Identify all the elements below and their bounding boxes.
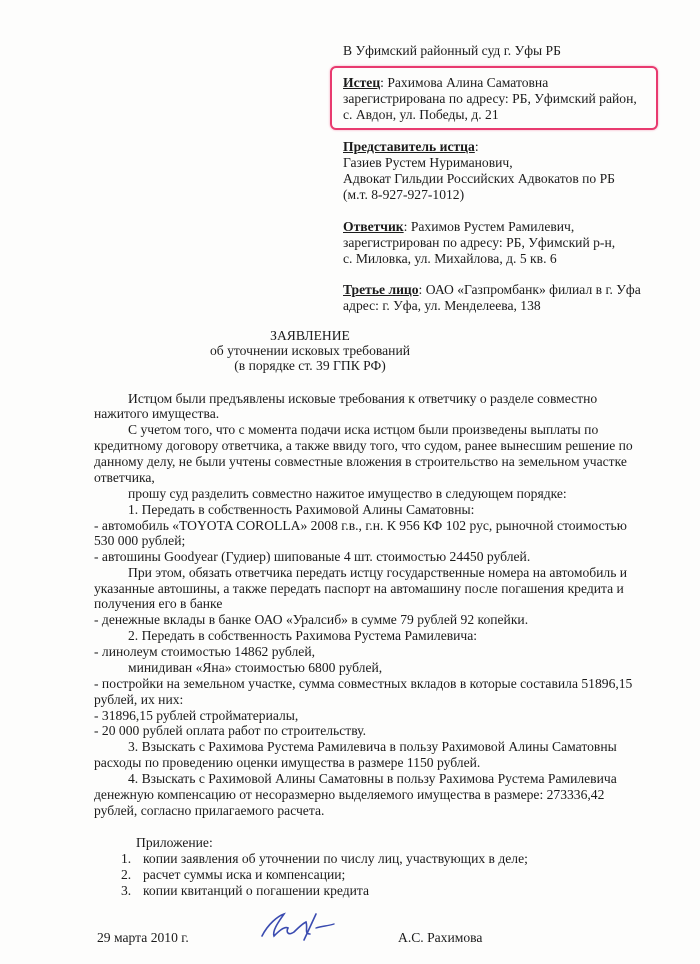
appendix-item-text: расчет суммы иска и компенсации;	[143, 867, 346, 882]
defendant-name: : Рахимов Рустем Рамилевич,	[403, 219, 575, 234]
plaintiff-address-1: зарегистрирована по адресу: РБ, Уфимский район,	[343, 91, 637, 106]
paragraph-line: Истцом были предъявлены исковые требования к ответчику о разделе совместно	[128, 391, 598, 406]
paragraph-line: С учетом того, что с момента подачи иска истцом были произведены выплаты по	[128, 422, 599, 437]
paragraph-line: - 31896,15 рублей стройматериалы,	[94, 708, 299, 723]
appendix-item-text: копии заявления об уточнении по числу лиц, участвующих в деле;	[143, 851, 528, 866]
appendix-heading: Приложение:	[136, 835, 213, 850]
plaintiff-line	[343, 75, 548, 91]
plaintiff-label: Истец	[343, 75, 381, 90]
defendant-label: Ответчик	[343, 219, 404, 234]
representative-org: Адвокат Гильдии Российских Адвокатов по РБ	[343, 171, 615, 186]
paragraph-line: 1. Передать в собственность Рахимовой Алины Саматовны:	[128, 502, 475, 517]
third-party-label: Третье лицо	[343, 282, 419, 297]
representative-label: Представитель истца	[343, 139, 475, 154]
appendix-item-number: 3.	[121, 883, 132, 898]
paragraph-line: - денежные вклады в банке ОАО «Уралсиб» в сумме 79 рублей 92 копейки.	[94, 612, 529, 627]
document-title: ЗАЯВЛЕНИЕ	[270, 328, 350, 343]
paragraph-line: рублей, их них:	[94, 692, 184, 707]
appendix-item-number: 2.	[121, 867, 132, 882]
paragraph-line: - 20 000 рублей оплата работ по строительству.	[94, 723, 366, 738]
court-addressee: В Уфимский районный суд г. Уфы РБ	[343, 43, 561, 58]
representative-colon: :	[474, 139, 479, 154]
paragraph-line: 530 000 рублей;	[94, 533, 186, 548]
representative-phone: (м.т. 8-927-927-1012)	[343, 187, 465, 202]
paragraph-line: - автомобиль «TOYOTA COROLLA» 2008 г.в., г.н. К 956 КФ 102 рус, рыночной стоимостью	[94, 518, 627, 533]
paragraph-line: прошу суд разделить совместно нажитое имущество в следующем порядке:	[128, 486, 567, 501]
paragraph-line: денежную компенсацию от несоразмерно выделяемого имущества в размере: 273336,42	[94, 787, 605, 802]
appendix-item-number: 1.	[121, 851, 132, 866]
paragraph-line: данному делу, не были учтены совместные вложения в строительство на земельном участке	[94, 454, 627, 469]
paragraph-line: указанные автошины, а также передать паспорт на автомашину после погашения кредита и	[94, 581, 624, 596]
plaintiff-name: : Рахимова Алина Саматовна	[380, 75, 549, 90]
paragraph-line: - линолеум стоимостью 14862 рублей,	[94, 644, 315, 659]
defendant-address-2: с. Миловка, ул. Михайлова, д. 5 кв. 6	[343, 251, 557, 266]
defendant-line	[343, 219, 574, 235]
appendix-item-text: копии квитанций о погашении кредита	[143, 883, 370, 898]
paragraph-line: 4. Взыскать с Рахимовой Алины Саматовны в пользу Рахимова Рустема Рамилевича	[128, 771, 617, 786]
paragraph-line: рублей, согласно прилагаемого расчета.	[94, 803, 325, 818]
document-subtitle-2: (в порядке ст. 39 ГПК РФ)	[234, 358, 386, 373]
defendant-address-1: зарегистрирован по адресу: РБ, Уфимский р-н,	[343, 235, 616, 250]
third-party-line	[343, 282, 641, 298]
handwritten-signature	[258, 906, 338, 946]
representative-line	[343, 139, 479, 155]
paragraph-line: - постройки на земельном участке, сумма совместных вкладов в которые составила 51896,15	[94, 676, 633, 691]
paragraph-line: - автошины Goodyear (Гудиер) шипованые 4 шт. стоимостью 24450 рублей.	[94, 549, 531, 564]
paragraph-line: 2. Передать в собственность Рахимова Рустема Рамилевича:	[128, 628, 478, 643]
paragraph-line: При этом, обязать ответчика передать истцу государственные номера на автомобиль и	[128, 565, 628, 580]
paragraph-line: минидиван «Яна» стоимостью 6800 рублей,	[128, 660, 383, 675]
paragraph-line: ответчика,	[94, 470, 155, 485]
paragraph-line: расходы по проведению оценки имущества в размере 1150 рублей.	[94, 755, 481, 770]
paragraph-line: нажитого имущества.	[94, 406, 220, 421]
paragraph-line: 3. Взыскать с Рахимова Рустема Рамилевича в пользу Рахимовой Алины Саматовны	[128, 739, 617, 754]
plaintiff-address-2: с. Авдон, ул. Победы, д. 21	[343, 107, 499, 122]
representative-name: Газиев Рустем Нуриманович,	[343, 155, 513, 170]
signature-name: А.С. Рахимова	[398, 930, 483, 945]
paragraph-line: кредитному договору ответчика, а также ввиду того, что судом, ранее вынесшим решение по	[94, 438, 633, 453]
signature-date: 29 марта 2010 г.	[97, 930, 189, 945]
third-party-address: адрес: г. Уфа, ул. Менделеева, 138	[343, 298, 541, 313]
paragraph-line: получения его в банке	[94, 596, 223, 611]
third-party-name: : ОАО «Газпромбанк» филиал в г. Уфа	[418, 282, 641, 297]
document-subtitle: об уточнении исковых требований	[210, 343, 410, 358]
